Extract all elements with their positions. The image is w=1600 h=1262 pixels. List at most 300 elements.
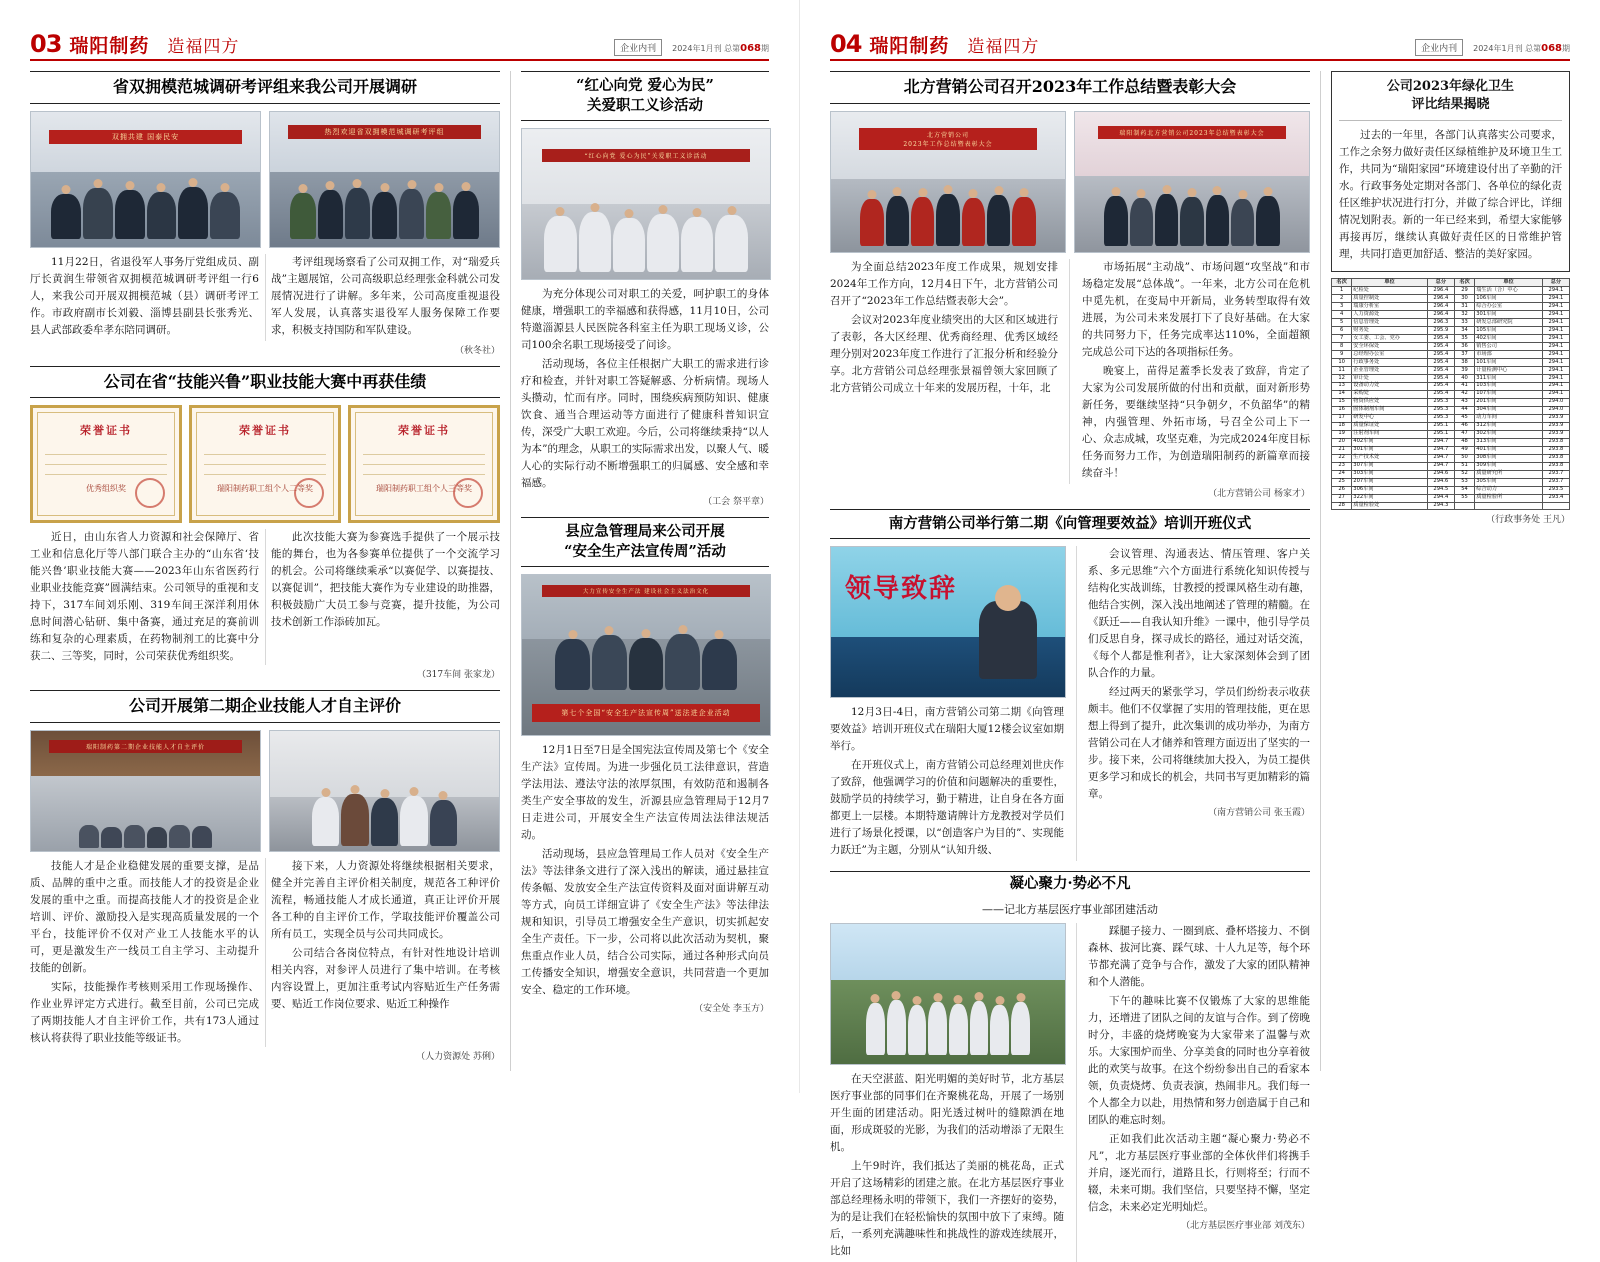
table-row [1331,351,1569,359]
table-cell: 12 [1331,375,1351,383]
table-cell: 303车间 [1352,470,1427,478]
publication-label-right: 企业内刊 [1415,39,1463,56]
col-rank-1: 名次 [1331,279,1351,287]
table-cell: 293.7 [1542,478,1569,486]
paragraph: 市场拓展“主动战”、市场问题“攻坚战”和市场稳定发展“总体战”。一年来，北方公司在危机中觅先机，在变局中开新局，业务转型取得有效进展，为公司未来发展打下了良好基础。在大家的共同努力下，任务完成率达110%，全面超额完成总公司下达的各项指标任务。 [1082,260,1310,358]
table-row [1331,335,1569,343]
table-cell: 企业管理处 [1352,367,1427,375]
subhead-ningxin-juli: ——记北方基层医疗事业部团建活动 [982,902,1158,916]
table-cell: 309车间 [1475,462,1543,470]
table-cell: 50 [1454,454,1474,462]
certificate-2 [189,405,341,523]
table-cell: 41 [1454,382,1474,390]
table-cell: 21 [1331,446,1351,454]
table-cell: 研发中心 [1352,414,1427,422]
table-cell: 安全环保处 [1352,343,1427,351]
body-shuangyong [30,254,500,341]
issue-info-left: 2024年1月刊 总第068期 [672,43,769,54]
table-cell: 294.1 [1542,319,1569,327]
table-cell: 45 [1454,414,1474,422]
table-cell: 294.0 [1542,398,1569,406]
table-cell: 信息管理处 [1352,319,1427,327]
col-unit-1: 单位 [1352,279,1427,287]
table-cell: 46 [1454,422,1474,430]
table-cell: 8 [1331,343,1351,351]
masthead-right [830,26,1570,61]
body-hongxin-xiangdang [521,286,769,492]
certificate-caption: 瑞阳制药职工组个人三等奖 [376,484,472,494]
shuangyong-banner-photo: 双拥共建 国泰民安 [30,111,261,248]
table-cell: 29 [1454,287,1474,295]
col-score-1: 总分 [1427,279,1454,287]
right-side-column [1331,71,1570,1071]
paragraph: 为全面总结2023年度工作成果，规划安排2024年工作方向，12月4日下午，北方营销公司召开了“2023年工作总结暨表彰大会”。 [830,260,1058,307]
table-cell: 总经理办公室 [1352,351,1427,359]
table-cell: 302车间 [1475,430,1543,438]
table-cell [1475,502,1543,510]
table-cell: 293.7 [1542,470,1569,478]
table-row [1331,478,1569,486]
body-zizhu-pingjia [30,858,500,1047]
table-cell: 14 [1331,390,1351,398]
table-cell: 305车间 [1475,478,1543,486]
headline-hongxin-xiangdang [521,71,769,121]
photo-row-zizhu [30,730,500,852]
table-cell: 295.4 [1427,359,1454,367]
folio-number-left: 03 [30,30,62,58]
body-beifang-yingxiao [830,259,1310,484]
publication-label-left: 企业内刊 [614,39,662,56]
table-cell: 296.4 [1427,287,1454,295]
article-anquan-fa [521,517,769,1014]
beifang-award-photo: 瑞阳制药北方营销公司2023年总结暨表彰大会 [1074,111,1310,253]
table-cell: 295.3 [1427,398,1454,406]
byline-nanfang-peixun: （南方营销公司 张玉霞） [1208,808,1310,819]
right-main-column [830,71,1310,1257]
table-cell: 40 [1454,375,1474,383]
table-cell: 295.4 [1427,367,1454,375]
paragraph: 12月3日-4日，南方营销公司第二期《向管理要效益》培训开班仪式在瑞阳大厦12楼会议室如期举行。 [830,706,1064,753]
table-row [1331,327,1569,335]
certificate-caption: 瑞阳制药职工组个人二等奖 [217,484,313,494]
table-cell: 294.4 [1427,494,1454,502]
seal-icon [294,478,324,508]
byline-ningxin-juli: （北方基层医疗事业部 刘茂东） [1181,1220,1310,1231]
table-row [1331,502,1569,510]
table-cell: 293.8 [1542,462,1569,470]
table-cell: 18 [1331,422,1351,430]
byline-zizhu-pingjia: （人力资源处 苏俐） [416,1051,500,1062]
columns-left [30,71,769,1071]
paragraph: 在开班仪式上，南方营销公司总经理刘世庆作了致辞，他强调学习的价值和问题解决的重要性，鼓励学员的持续学习，勤于精进，让自身在各方面都更上一层楼。本期特邀请牌计方龙教授对学员们进行了场景化授课，以“创造客户为目的”、实现能力跃迁”为主题，分别从“认知升级、 [830,759,1064,857]
article-lvhua-weisheng [1331,71,1570,272]
byline-beifang-yingxiao: （北方营销公司 杨家才） [1208,488,1310,499]
table-cell: 26 [1331,486,1351,494]
paragraph: 此次技能大赛为参赛选手提供了一个展示技能的舞台，也为各参赛单位提供了一个交流学习的机会。公司将继续乘承“以赛促学、以赛提技、以赛促训”，把技能大赛作为专业建设的助推器，积极鼓励广大员工参与竞赛，提升技能，为公司技术创新工作添砖加瓦。 [271,531,500,629]
paragraph: 过去的一年里，各部门认真落实公司要求，工作之余努力做好责任区绿植维护及环境卫生工作，共同为“瑞阳家园”环境建设付出了辛勤的汗水。行政事务处定期对各部门、各单位的绿化责任区维护状况进行打分，并做了综合评比，详细情况划附表。新的一年已经来到，希望大家能够再接再厉，继续认真做好责任区的日常维护管理，共同打造更加舒适、整洁的美好家园。 [1338,129,1562,261]
table-cell: 物资供应处 [1352,398,1427,406]
table-cell: 设备动力处 [1352,382,1427,390]
table-cell: 294.1 [1542,303,1569,311]
publication-subtitle-left: 造福四方 [167,37,240,57]
article-ningxin-juli [830,871,1310,1262]
table-cell: 38 [1454,359,1474,367]
table-cell: 295.4 [1427,335,1454,343]
table-cell: 行政事务处 [1352,359,1427,367]
table-cell: 295.4 [1427,382,1454,390]
table-cell: 294.1 [1542,311,1569,319]
table-cell: 19 [1331,430,1351,438]
paragraph: 踩腿子接力、一圈到底、叠杯塔接力、不倒森林、拔河比赛、踩气球、十人九足等，每个环节都充满了竞争与合作，激发了大家的团队精神和个人潜能。 [1088,924,1310,988]
table-cell [1454,502,1474,510]
article-nanfang-peixun [830,509,1310,862]
table-cell: 计量检测中心 [1475,367,1543,375]
table-cell: 市场部 [1475,351,1543,359]
paragraph: 接下来，人力资源处将继续根据相关要求，健全并完善自主评价相关制度，规范各工种评价流程，畅通技能人才成长通道，真正让评价开展各工种的自主评价工作，学取技能评价覆盖公司所有员工，实现全员与公司共同成长。 [271,859,500,940]
publication-subtitle-right: 造福四方 [967,37,1040,57]
paragraph: 技能人才是企业稳健发展的重要支撑，是品质、品牌的重中之重。而技能人才的投资是企业发展的重中之重。而提高技能人才的投资是企业培训、评价、激励投入是实现高质量发展的一个平台，技能评价不仅对产业工人技能水平的认可，更是激发生产一线员工自主学习、主动提升技能的创新。 [30,859,259,974]
table-row [1331,287,1569,295]
table-cell: 207车间 [1352,478,1427,486]
table-row [1331,319,1569,327]
table-cell: 43 [1454,398,1474,406]
table-cell: 质量检验所 [1475,494,1543,502]
table-cell: 财务处 [1352,327,1427,335]
table-cell: 纪检处 [1352,287,1427,295]
table-cell: 质量检验处 [1352,502,1427,510]
paragraph: 晚宴上，苗得足蓋季长发表了致辞，肯定了大家为公司发展所做的付出和贡献，面对新形势新任务，要继续坚持“只争朝夕，不负韶华”的精神，内强管理、外拓市场，号召全公司上下一心、众志成城，攻坚克难，为完成2024年度目标任务而努力工作，为创造瑞阳制药的新篇章而接续奋斗！ [1082,364,1310,479]
table-cell: 审计处 [1352,375,1427,383]
article-shuangyong [30,71,500,356]
paragraph: 经过两天的紧张学习，学员们纷纷表示收获颇丰。他们不仅掌握了实用的管理技能，更在思想上得到了提升，此次集训的成功举办，为南方营销公司在人才储养和管理方面迈出了坚实的一步。接下来，公司将继续加大投入，为员工提供更多学习和成长的机会，共同书写更加精彩的篇章。 [1088,686,1310,801]
table-cell: 294.1 [1542,351,1569,359]
headline-beifang-yingxiao: 北方营销公司召开2023年工作总结暨表彰大会 [830,71,1310,104]
beifang-meeting-photo: 北方营销公司 2023年工作总结暨表彰大会 [830,111,1066,253]
paragraph: 下午的趣味比赛不仅锻炼了大家的思维能力，还增进了团队之间的友谊与合作。到了傍晚时分，丰盛的烧烤晚宴为大家带来了温馨与欢乐。大家围炉而坐、分享美食的同时也分享着彼此的欢笑与故事。在这个纷纷参出自己的看家本领，负责烧烤、负责表演，热闹非凡。我们每一个人都全力以赴，用热情和努力创造属于自己和团队的难忘时刻。 [1088,994,1310,1126]
masthead-meta-left [614,39,769,56]
table-cell: 销售公司 [1475,343,1543,351]
table-cell: 35 [1454,335,1474,343]
table-cell: 294.1 [1542,327,1569,335]
table-cell: 27 [1331,494,1351,502]
paragraph: 公司结合各岗位特点，有针对性地设计培训相关内容，对参评人员进行了集中培训。在考核内容设置上，更加注重考试内容贴近生产任务需要、贴近工作岗位要求、贴近工种操作 [271,946,500,1010]
assessment-site-photo [269,730,500,852]
safety-week-photo: 大力宣传安全生产法 建设社会主义法治文化 第七个全国“安全生产法宣传周”送法进企业活动 [521,574,771,736]
byline-hongxin-xiangdang: （工会 祭平章） [703,497,769,508]
columns-right [830,71,1570,1257]
table-cell: 49 [1454,446,1474,454]
table-cell: 295.1 [1427,430,1454,438]
col-score-2: 总分 [1542,279,1569,287]
table-cell: 295.4 [1427,375,1454,383]
paragraph: 正如我们此次活动主题“凝心聚力·势必不凡”，北方基层医疗事业部的全体伙伴们将携手并肩，逐光而行，道路且长，行则将至；行而不辍，未来可期。我们坚信，只要坚持不懈，坚定信念，未来必定光明灿烂。 [1088,1132,1310,1213]
table-cell: 综合动力 [1475,486,1543,494]
table-cell: 15 [1331,398,1351,406]
headline-jineng-xinglu: 公司在省“技能兴鲁”职业技能大赛中再获佳绩 [30,366,500,399]
table-cell: 294.1 [1542,287,1569,295]
left-side-column [521,71,769,1071]
paragraph: 实际，技能操作考核则采用工作现场操作、作业业界评定方式进行。截至目前，公司已完成了两期技能人才自主评价工作，共有173人通过核认将获得了职业技能等级证书。 [30,980,259,1044]
table-row [1331,486,1569,494]
table-cell [1542,502,1569,510]
headline-zizhu-pingjia: 公司开展第二期企业技能人才自主评价 [30,690,500,723]
table-row [1331,343,1569,351]
table-cell: 综合办公室 [1475,303,1543,311]
folio-number-right: 04 [830,30,862,58]
publication-title-right: 瑞阳制药 [869,35,950,57]
column-divider [1320,71,1321,1071]
table-cell: 294.3 [1427,502,1454,510]
table-cell: 294.1 [1542,335,1569,343]
certificate-row [30,405,500,523]
col-rank-2: 名次 [1454,279,1474,287]
table-cell: 4 [1331,311,1351,319]
table-cell: 402车间 [1352,438,1427,446]
certificate-caption: 优秀组织奖 [86,484,126,494]
paragraph: 上午9时许，我们抵达了美丽的桃花岛，正式开启了这场精彩的团建之旅。在北方基层医疗事业部总经理杨永明的带领下，我们一齐摆好的姿势，为的是让我们在轻松愉快的氛围中放下了束缚。随后，一系列充满趣味性和挑战性的游戏连续展开，比如 [830,1159,1064,1257]
table-cell: 294.1 [1542,295,1569,303]
masthead-left [30,26,769,61]
article-hongxin-xiangdang [521,71,769,507]
headline-line-1: 公司2023年绿化卫生 [1386,79,1515,94]
left-main-column [30,71,500,1071]
certificate-title: 荣誉证书 [80,424,132,438]
table-cell: 52 [1454,470,1474,478]
headline-nanfang-peixun: 南方营销公司举行第二期《向管理要效益》培训开班仪式 [830,509,1310,540]
headline-ningxin-juli: 凝心聚力·势必不凡 [830,871,1310,898]
table-cell: 33 [1454,319,1474,327]
table-cell: 293.9 [1542,422,1569,430]
table-cell: 294.6 [1427,478,1454,486]
table-cell: 293.8 [1542,446,1569,454]
table-cell: 401车间 [1475,446,1543,454]
certificate-3 [348,405,500,523]
table-cell: 固体制剂车间 [1352,406,1427,414]
table-cell: 294.7 [1427,462,1454,470]
table-cell: 11 [1331,367,1351,375]
table-cell: 107车间 [1475,390,1543,398]
table-cell: 293.8 [1542,438,1569,446]
table-cell: 294.1 [1542,375,1569,383]
body-ningxin-juli [1088,923,1310,1216]
table-cell: 9 [1331,351,1351,359]
headline-line-2: 评比结果揭晓 [1411,97,1490,113]
table-cell: 31 [1454,303,1474,311]
table-cell: 注射剂车间 [1352,430,1427,438]
table-cell: 295.4 [1427,390,1454,398]
table-row [1331,359,1569,367]
certificate-title: 荣誉证书 [398,424,450,438]
column-divider [510,71,511,1071]
photo-row-shuangyong [30,111,500,248]
greening-results-table [1331,278,1570,510]
headline-line-1: 县应急管理局来公司开展 [565,523,725,541]
body-lvhua-weisheng [1339,127,1562,263]
table-cell: 294.7 [1427,454,1454,462]
table-cell: 402车间 [1475,335,1543,343]
table-cell: 瑞康分析室 [1352,303,1427,311]
table-cell: 女工委、工会、党办 [1352,335,1427,343]
table-cell: 293.5 [1542,486,1569,494]
table-cell: 3 [1331,303,1351,311]
table-cell: 42 [1454,390,1474,398]
table-cell: 313车间 [1475,438,1543,446]
table-cell: 51 [1454,462,1474,470]
paragraph: 会议对2023年度业绩突出的大区和区域进行了表彰，各大区经理、优秀商经理、优秀区域经理分别对2023年度工作进行了汇报分析和经验分享。北方营销公司总经理张景福曾领大家回顾了北方营销公司成立十年来的发展历程，十年，北 [830,313,1058,394]
seal-icon [135,478,165,508]
table-cell: 294.6 [1427,470,1454,478]
table-row [1331,470,1569,478]
paragraph: 考评组现场察看了公司双拥工作，对“瑞爱兵战”主题展馆，公司高级职总经理张金科就公司发展情况进行了讲解。多年来，公司高度重视退役军人发展，认真落实退役军人服务保障工作要求，积极支持国防和军队建设。 [271,255,500,336]
table-cell: 生产技术处 [1352,454,1427,462]
paragraph: 11月22日，省退役军人事务厅党组成员、副厅长黄润生带领省双拥模范城调研考评组一行6人，来我公司开展双拥模范城（县）调研考评工作。市政府副市长刘毅、淄博县副县长张秀光、县人武部政委牟孝东陪同调研。 [30,255,259,336]
table-cell: 17 [1331,414,1351,422]
table-cell: 294.1 [1542,382,1569,390]
byline-shuangyong: （秋冬社） [454,345,500,356]
table-cell: 294.7 [1427,446,1454,454]
table-cell: 307车间 [1352,462,1427,470]
clinic-photo: “红心向党 爱心为民”关爱职工义诊活动 [521,128,771,280]
table-cell: 7 [1331,335,1351,343]
table-cell: 24 [1331,470,1351,478]
headline-anquan-fa [521,517,769,567]
body-ningxin-pre [830,1071,1064,1260]
headline-line-2: 关爱职工义诊活动 [586,96,703,114]
masthead-meta-right [1415,39,1570,56]
table-cell: 22 [1331,454,1351,462]
table-cell: 质量研究所 [1475,470,1543,478]
table-row [1331,446,1569,454]
table-cell: 44 [1454,406,1474,414]
table-cell: 295.9 [1427,327,1454,335]
table-cell: 25 [1331,478,1351,486]
byline-jineng-xinglu: （317车间 张家龙） [416,670,500,681]
paragraph: 近日，由山东省人力资源和社会保障厅、省工业和信息化厅等八部门联合主办的“山东省‘技能兴鲁’职业技能大赛——2023年山东省医药行业职业技能竞赛”圆满结束。公司领导的重视和支持下，317车间刘乐刚、319车间王深洋利用休息时间潜心钻研、集中备赛，通过充足的赛前训练和复杂的心理素质，在药物制剂工的比赛中分获二、三等奖，同时，公司荣获优秀组织奖。 [30,531,259,663]
table-cell: 39 [1454,367,1474,375]
table-cell: 质量保证处 [1352,422,1427,430]
table-cell: 293.9 [1542,430,1569,438]
body-jineng-xinglu [30,529,500,665]
table-cell: 53 [1454,478,1474,486]
headline-line-2: “安全生产法宣传周”活动 [564,542,726,560]
paragraph: 12月1日至7日是全国宪法宣传周及第七个《安全生产法》宣传周。为进一步强化员工法律意识，营造学法用法、遵法守法的浓厚氛围，有效防范和遏制各类生产安全事故的发生，沂源县应急管理局于12月7日走进公司，开展安全生产法宣传周法法律法规活动。 [520,744,769,842]
table-row [1331,494,1569,502]
table-cell: 295.3 [1427,414,1454,422]
body-anquan-fa [521,742,769,999]
headline-line-1: “红心向党 爱心为民” [576,77,714,94]
table-cell: 296.3 [1427,319,1454,327]
table-cell: 20 [1331,438,1351,446]
table-cell: 296.4 [1427,303,1454,311]
table-cell: 311车间 [1475,375,1543,383]
table-cell: 201车间 [1475,398,1543,406]
table-cell: 295.4 [1427,343,1454,351]
table-cell: 106车间 [1475,295,1543,303]
photo-row-beifang [830,111,1310,253]
table-row [1331,367,1569,375]
table-cell: 295.3 [1427,406,1454,414]
table-cell: 1 [1331,287,1351,295]
table-cell: 294.7 [1427,438,1454,446]
table-row [1331,311,1569,319]
table-cell: 295.4 [1427,351,1454,359]
table-cell: 308车间 [1475,454,1543,462]
table-cell: 37 [1454,351,1474,359]
table-cell: 30 [1454,295,1474,303]
paragraph: 为充分体现公司对职工的关爱，呵护职工的身体健康，增强职工的幸福感和获得感，11月10日，公司特邀淄源县人民医院各科室主任为职工现场义诊，公司100余名职工现场接受了问诊。 [520,288,769,352]
table-cell: 306车间 [1352,486,1427,494]
table-cell: 47 [1454,430,1474,438]
table-cell: 293.9 [1542,414,1569,422]
table-cell: 294.1 [1542,390,1569,398]
table-cell: 瑞生活（合）中心 [1475,287,1543,295]
page-03 [0,0,800,1093]
table-cell: 动力车间 [1475,414,1543,422]
table-cell: 48 [1454,438,1474,446]
table-cell: 293.4 [1542,494,1569,502]
publication-title-left: 瑞阳制药 [69,35,150,57]
seal-icon [453,478,483,508]
table-cell: 16 [1331,406,1351,414]
table-cell: 296.4 [1427,311,1454,319]
table-cell: 采购处 [1352,390,1427,398]
table-cell: 304车间 [1475,406,1543,414]
table-row [1331,303,1569,311]
headline-lvhua-weisheng [1339,78,1562,114]
table-cell: 301车间 [1475,311,1543,319]
paragraph: 活动现场，各位主任根据广大职工的需求进行诊疗和检查，并针对职工答疑解惑、分析病情。现场人头攒动，忙而有序。同时，围绕疾病预防知识、健康饮食、通当合理运动等方面进行了健康科普知识宣传，深受广大职工欢迎。今后，公司将继续秉持“以人为本”的理念，从职工的实际需求出发，以聚人气、暖人心的实际行动不断增强职工的归属感、安全感和幸福感。 [520,358,769,490]
article-zizhu-pingjia [30,690,500,1062]
table-cell: 301车间 [1352,446,1427,454]
page-04 [800,0,1600,1257]
paragraph: 会议管理、沟通表达、情压管理、客户关系、多元思维”六个方面进行系统化知识传授与结构化实战训练，甘教授的授课风格生动有趣，他结合实例，深入浅出地阐述了管理的精髓。在《跃迁——自我认知升维》一课中，他引导学员们反思自身，探寻成长的路径，通过对话交流，《每个人都是惟利者》，让大家深刻体会到了团队合作的力量。 [1088,548,1310,680]
table-cell: 54 [1454,486,1474,494]
certificate-title: 荣誉证书 [239,424,291,438]
table-cell: 101车间 [1475,359,1543,367]
team-building-photo [830,923,1066,1065]
training-hall-photo: 瑞阳制药第二期企业技能人才自主评价 [30,730,261,852]
paragraph: 活动现场，县应急管理局工作人员对《安全生产法》等法律条文进行了深入浅出的解读，通过悬挂宣传条幅、发放安全生产法宣传资料及面对面讲解互动等方式，向员工详细宣讲了《安全生产法》等法律法规和知识，引导员工增强安全生产意识，切实抓起安全生产责任。下一步，公司将以此次活动为契机，聚焦重点作业人员，结合公司实际，通过各种形式向员工传播安全知识，增强安全意识，共同营造一个更加安全、稳定的工作环境。 [520,848,769,997]
table-cell: 2 [1331,295,1351,303]
table-cell: 295.1 [1427,422,1454,430]
paragraph: 在天空湛蓝、阳光明媚的美好时节，北方基层医疗事业部的同事们在齐聚桃花岛，开展了一场别开生面的团建活动。阳光透过树叶的缝隙洒在地面，形成斑驳的光影，为我们的活动增添了无限生机。 [830,1072,1064,1153]
body-nanfang-left [830,704,1064,859]
table-cell: 55 [1454,494,1474,502]
table-header-row [1331,279,1569,287]
table-cell: 13 [1331,382,1351,390]
table-row [1331,462,1569,470]
issue-info-right: 2024年1月刊 总第068期 [1473,43,1570,54]
table-cell: 34 [1454,327,1474,335]
table-cell: 105车间 [1475,327,1543,335]
table-cell: 312车间 [1475,422,1543,430]
table-cell: 294.0 [1542,406,1569,414]
table-cell: 322车间 [1352,494,1427,502]
table-cell: 32 [1454,311,1474,319]
table-cell: 293.8 [1542,454,1569,462]
table-cell: 28 [1331,502,1351,510]
table-cell: 10 [1331,359,1351,367]
byline-lvhua-weisheng: （行政事务处 王凡） [1486,515,1570,526]
table-cell: 103车间 [1475,382,1543,390]
body-nanfang-right [1088,546,1310,803]
table-cell: 36 [1454,343,1474,351]
headline-shuangyong: 省双拥模范城调研考评组来我公司开展调研 [30,71,500,104]
shuangyong-group-photo: 热烈欢迎省双拥模范城调研考评组 [269,111,500,248]
table-cell: 23 [1331,462,1351,470]
table-row [1331,295,1569,303]
table-cell: 296.4 [1427,295,1454,303]
